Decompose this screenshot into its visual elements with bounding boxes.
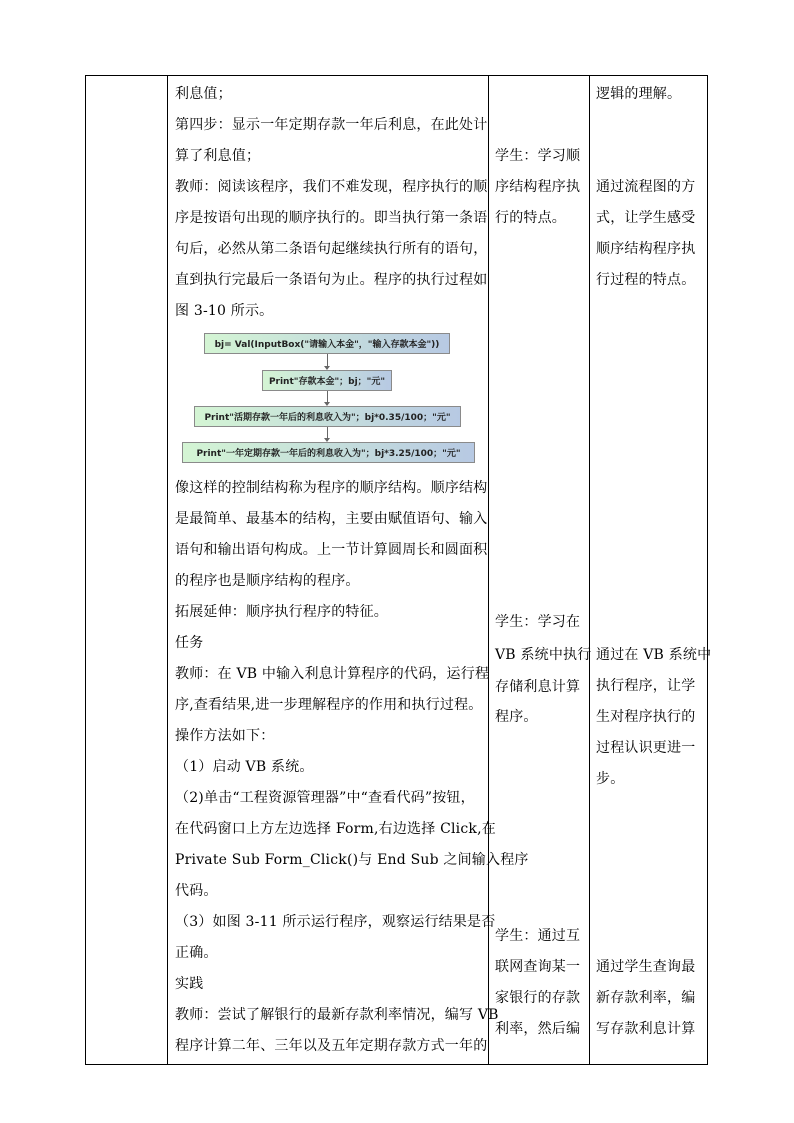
flowchart-connector	[327, 427, 328, 438]
student-line: VB 系统中执行	[495, 647, 592, 663]
intent-line: 行过程的特点。	[596, 272, 696, 288]
table-left-border	[85, 75, 86, 1065]
intent-line: 步。	[596, 771, 625, 787]
intent-line: 通过流程图的方	[596, 179, 696, 195]
content-line: 第四步：显示一年定期存款一年后利息，在此处计	[175, 117, 488, 133]
student-line: 程序。	[495, 709, 538, 725]
content-line: Private Sub Form_Click()与 End Sub 之间输入程序	[175, 852, 529, 868]
student-line: 存储利息计算	[495, 679, 581, 695]
student-line: 家银行的存款	[495, 990, 581, 1006]
content-line: 利息值；	[175, 86, 232, 102]
content-line: 的程序也是顺序结构的程序。	[175, 573, 360, 589]
column-divider-3	[589, 75, 590, 1065]
student-line: 学生：通过互	[495, 928, 581, 944]
content-line: 直到执行完最后一条语句为止。程序的执行过程如	[175, 272, 488, 288]
intent-line: 过程认识更进一	[596, 740, 696, 756]
content-line: （1）启动 VB 系统。	[175, 759, 314, 775]
intent-line: 写存款利息计算	[596, 1021, 696, 1037]
intent-line: 通过在 VB 系统中	[596, 647, 712, 663]
content-line: 图 3-10 所示。	[175, 303, 274, 319]
flowchart-step-print-fixed-interest: Print"一年定期存款一年后的利息收入为"；bj*3.25/100；"元"	[182, 442, 475, 463]
student-line: 行的特点。	[495, 210, 566, 226]
student-line: 学生：学习在	[495, 614, 581, 630]
flowchart-step-print-principal: Print"存款本金"；bj；"元"	[262, 370, 392, 391]
content-line: 序,查看结果,进一步理解程序的作用和执行过程。	[175, 697, 483, 713]
content-line: 语句和输出语句构成。上一节计算圆周长和圆面积	[175, 542, 488, 558]
content-line: 代码。	[175, 883, 218, 899]
table-bottom-border	[85, 1064, 708, 1065]
content-line: 教师：在 VB 中输入利息计算程序的代码，运行程	[175, 666, 490, 682]
content-line: 实践	[175, 976, 204, 992]
content-line: 句后，必然从第二条语句起继续执行所有的语句，	[175, 241, 488, 257]
content-line: 操作方法如下：	[175, 728, 275, 744]
content-line: 程序计算二年、三年以及五年定期存款方式一年的	[175, 1038, 488, 1054]
intent-line: 式，让学生感受	[596, 210, 696, 226]
content-line: 算了利息值；	[175, 148, 261, 164]
intent-line: 通过学生查询最	[596, 959, 696, 975]
column-divider-1	[167, 75, 168, 1065]
student-line: 学生：学习顺	[495, 148, 581, 164]
student-line: 联网查询某一	[495, 959, 581, 975]
intent-line: 新存款利率，编	[596, 990, 696, 1006]
content-line: 像这样的控制结构称为程序的顺序结构。顺序结构	[175, 480, 488, 496]
intent-line: 顺序结构程序执	[596, 241, 696, 257]
content-line: （3）如图 3-11 所示运行程序，观察运行结果是否	[175, 914, 496, 930]
content-line: 在代码窗口上方左边选择 Form,右边选择 Click,在	[175, 821, 496, 837]
content-line: （2)单击“工程资源管理器”中“查看代码”按钮，	[175, 790, 475, 806]
table-top-border	[85, 75, 708, 76]
content-line: 任务	[175, 635, 204, 651]
table-right-border	[707, 75, 708, 1065]
content-line: 教师：尝试了解银行的最新存款利率情况，编写 VB	[175, 1007, 499, 1023]
content-line: 拓展延伸：顺序执行程序的特征。	[175, 604, 388, 620]
intent-line: 逻辑的理解。	[596, 86, 682, 102]
intent-line: 执行程序，让学	[596, 678, 696, 694]
intent-line: 生对程序执行的	[596, 709, 696, 725]
content-line: 是最简单、最基本的结构，主要由赋值语句、输入	[175, 511, 488, 527]
student-line: 利率，然后编	[495, 1021, 581, 1037]
flowchart-connector	[327, 354, 328, 366]
content-line: 正确。	[175, 945, 218, 961]
content-line: 教师：阅读该程序，我们不难发现，程序执行的顺	[175, 179, 488, 195]
flowchart-step-input: bj= Val(InputBox("请输入本金"，"输入存款本金"))	[204, 333, 450, 354]
student-line: 序结构程序执	[495, 179, 581, 195]
flowchart-step-print-demand-interest: Print"活期存款一年后的利息收入为"；bj*0.35/100；"元"	[194, 406, 461, 427]
content-line: 序是按语句出现的顺序执行的。即当执行第一条语	[175, 210, 488, 226]
flowchart-connector	[327, 391, 328, 402]
